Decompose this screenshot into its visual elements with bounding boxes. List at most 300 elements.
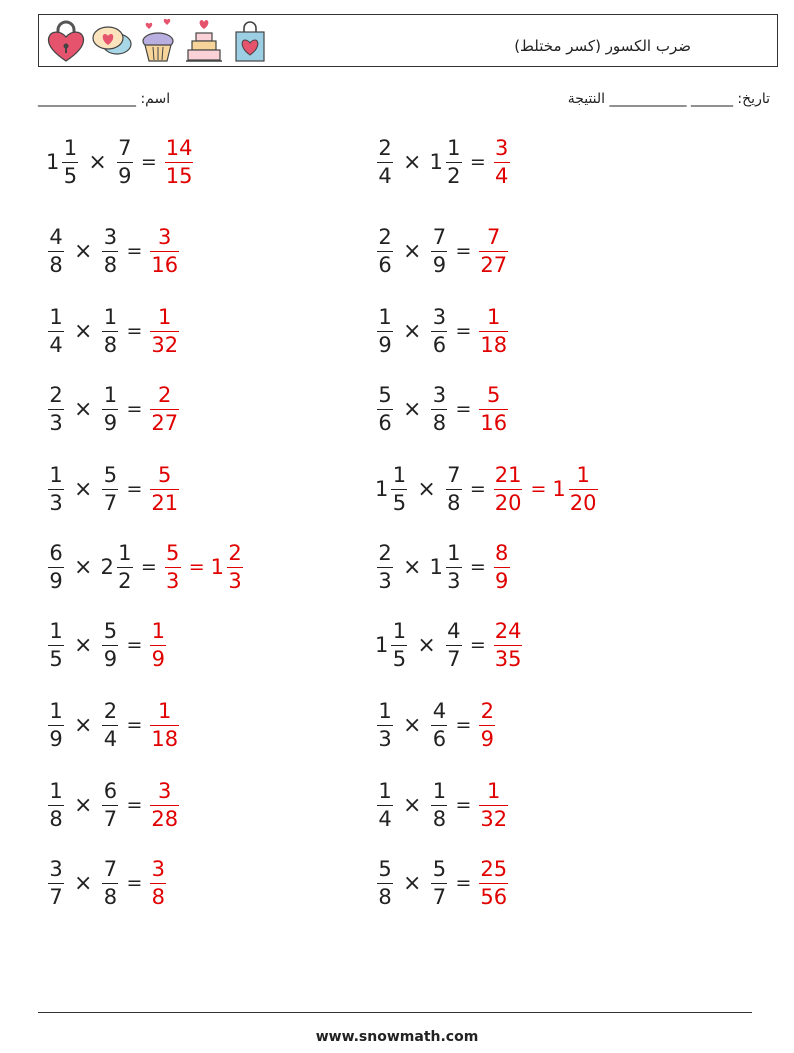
denominator: 9 [495,568,509,593]
problem-right-8 [375,690,497,760]
fraction [391,462,407,515]
operand-a [46,778,66,831]
equals-sign: = [469,478,486,500]
operand-a [46,856,66,909]
denominator: 7 [103,490,118,515]
fraction [431,304,447,357]
score-label: النتيجة [567,91,606,107]
name-blank: ______________ [38,91,136,107]
problem-left-3 [46,296,181,366]
denominator: 4 [103,726,118,751]
fraction [48,462,64,515]
fraction [48,856,64,909]
fraction [377,382,393,435]
fraction [446,135,462,188]
fraction [377,698,393,751]
problem-right-9 [375,770,510,840]
fraction [494,135,510,188]
answer [477,778,510,831]
whole-number: 1 [375,633,389,657]
denominator: 7 [103,806,118,831]
denominator: 9 [480,726,495,751]
answer-fraction [492,135,512,188]
denominator: 8 [432,410,447,435]
denominator: 3 [49,490,63,515]
fraction [150,382,179,435]
numerator: 21 [494,462,522,487]
denominator: 8 [151,884,166,909]
problem-right-6 [375,532,512,602]
denominator: 9 [378,332,392,357]
operand-a [46,304,66,357]
problem-right-4 [375,374,510,444]
fraction [48,224,64,277]
denominator: 15 [165,163,193,188]
fraction [377,540,393,593]
denominator: 6 [432,332,447,357]
numerator: 5 [432,856,447,881]
operand-b [100,382,120,435]
denominator: 8 [447,490,461,515]
fraction [569,462,598,515]
answer-fraction [492,540,512,593]
denominator: 8 [378,884,392,909]
numerator: 1 [49,698,63,723]
fraction [479,856,508,909]
fraction [150,304,179,357]
operand-b [429,540,463,593]
answer-fraction [477,224,510,277]
fraction [377,135,393,188]
fraction [48,778,64,831]
fraction [48,698,64,751]
denominator: 16 [480,410,508,435]
denominator: 9 [103,410,118,435]
operand-b [100,778,120,831]
equals-sign: = [188,556,205,578]
fraction [102,462,118,515]
name-field [38,91,170,107]
equals-sign: = [455,398,472,420]
operand-a [375,224,395,277]
denominator: 9 [103,646,118,671]
equals-sign: = [140,151,157,173]
fraction [102,618,118,671]
numerator: 1 [103,304,118,329]
denominator: 3 [378,726,392,751]
numerator: 1 [378,778,392,803]
answer-fraction [148,304,181,357]
numerator: 14 [165,135,193,160]
numerator: 2 [378,135,392,160]
equals-sign: = [469,634,486,656]
numerator: 2 [228,540,242,565]
times-sign: × [74,318,93,344]
equals-sign: = [455,872,472,894]
problem-left-10 [46,848,168,918]
operand-b [429,856,449,909]
fraction [150,698,179,751]
denominator: 9 [49,568,63,593]
equals-sign: = [455,320,472,342]
times-sign: × [74,476,93,502]
numerator: 1 [378,304,392,329]
equals-sign: = [126,320,143,342]
equals-sign: = [469,151,486,173]
times-sign: × [88,149,107,175]
footer-site: www.snowmath.com [315,1029,479,1045]
fraction [150,462,179,515]
whole-number: 2 [100,555,114,579]
numerator: 2 [378,224,392,249]
numerator: 5 [166,540,180,565]
denominator: 3 [228,568,242,593]
denominator: 2 [118,568,132,593]
times-sign: × [403,792,422,818]
answer [477,382,510,435]
numerator: 3 [158,224,172,249]
problem-right-7 [375,610,524,680]
answer-fraction [492,462,525,515]
equals-sign: = [126,794,143,816]
numerator: 5 [378,856,392,881]
numerator: 1 [392,618,407,643]
operand-b [429,778,449,831]
numerator: 1 [49,462,63,487]
numerator: 1 [447,540,461,565]
numerator: 5 [103,462,118,487]
operand-a [375,462,409,515]
problem-right-10 [375,848,510,918]
answer-mixed [552,462,599,515]
equals-sign: = [126,478,143,500]
denominator: 5 [49,646,63,671]
whole-number: 1 [375,477,389,501]
operand-a [375,540,395,593]
numerator: 4 [447,618,461,643]
operand-b [429,224,449,277]
fraction [446,462,462,515]
answer-fraction [148,698,181,751]
denominator: 8 [49,252,63,277]
name-label: اسم: [140,91,171,107]
cake-heart-icon [183,19,225,63]
denominator: 7 [432,884,447,909]
denominator: 9 [432,252,447,277]
answer [477,224,510,277]
times-sign: × [417,632,436,658]
fraction [431,382,447,435]
answer [492,618,525,671]
answer [477,304,510,357]
date-label: تاريخ: [737,91,770,107]
operand-a [46,135,80,188]
numerator: 1 [447,135,461,160]
problem-left-4 [46,374,181,444]
fraction [494,540,510,593]
numerator: 5 [103,618,118,643]
numerator: 3 [495,135,509,160]
denominator: 3 [447,568,461,593]
answer-fraction [477,304,510,357]
fraction [479,382,508,435]
times-sign: × [403,238,422,264]
fraction [150,224,179,277]
answer-mixed [210,540,245,593]
fraction [377,778,393,831]
denominator: 4 [378,806,392,831]
fraction [431,856,447,909]
fraction [102,224,118,277]
fraction [102,698,118,751]
numerator: 1 [487,778,501,803]
footer-divider [38,1012,752,1013]
fraction [431,698,447,751]
operand-a [46,382,66,435]
problem-left-6 [46,532,245,602]
fraction [377,856,393,909]
answer [148,224,181,277]
equals-sign: = [126,872,143,894]
chat-bubbles-heart-icon [91,19,133,63]
fraction [165,135,194,188]
answer [148,462,181,515]
numerator: 4 [432,698,447,723]
times-sign: × [74,238,93,264]
whole-number: 1 [552,477,566,501]
operand-a [375,135,395,188]
numerator: 1 [151,618,166,643]
equals-sign: = [455,794,472,816]
denominator: 56 [480,884,508,909]
cupcake-hearts-icon [137,19,179,63]
fraction [150,856,166,909]
answer-fraction [163,540,183,593]
equals-sign: = [126,240,143,262]
fraction [446,618,462,671]
answer-fraction [477,382,510,435]
answer-fraction [477,856,510,909]
fraction [479,304,508,357]
denominator: 4 [495,163,509,188]
numerator: 7 [118,135,132,160]
numerator: 1 [49,618,63,643]
answer-fraction [148,856,168,909]
operand-a [46,698,66,751]
numerator: 2 [158,382,172,407]
times-sign: × [74,870,93,896]
denominator: 9 [49,726,63,751]
denominator: 7 [49,884,63,909]
problem-right-5 [375,454,600,524]
denominator: 20 [494,490,522,515]
answer [163,540,245,593]
times-sign: × [74,554,93,580]
operand-b [100,304,120,357]
denominator: 9 [118,163,132,188]
problem-left-7 [46,610,168,680]
fraction [227,540,243,593]
denominator: 8 [103,252,118,277]
times-sign: × [74,712,93,738]
numerator: 2 [378,540,392,565]
fraction [48,540,64,593]
whole-number: 1 [46,150,60,174]
numerator: 2 [103,698,118,723]
fraction [494,462,523,515]
answer-fraction [148,618,168,671]
answer [492,540,512,593]
operand-a [46,224,66,277]
denominator: 9 [151,646,166,671]
numerator: 1 [49,778,63,803]
denominator: 21 [151,490,179,515]
equals-sign: = [469,556,486,578]
denominator: 32 [151,332,179,357]
fraction [494,618,523,671]
fraction [165,540,181,593]
operand-b [100,618,120,671]
operand-b [429,135,463,188]
answer [477,856,510,909]
numerator: 7 [103,856,118,881]
denominator: 3 [378,568,392,593]
problem-right-3 [375,296,510,366]
denominator: 2 [447,163,461,188]
date-score-field [568,91,770,107]
numerator: 3 [432,304,447,329]
equals-sign: = [455,240,472,262]
operand-b [429,304,449,357]
numerator: 1 [487,304,501,329]
answer [477,698,497,751]
fraction [431,224,447,277]
denominator: 18 [151,726,179,751]
denominator: 4 [49,332,63,357]
numerator: 3 [158,778,172,803]
answer [148,304,181,357]
fraction [102,382,118,435]
numerator: 1 [576,462,590,487]
answer [148,778,181,831]
numerator: 3 [49,856,63,881]
operand-a [46,540,66,593]
fraction [102,856,118,909]
denominator: 3 [49,410,63,435]
operand-b [115,135,135,188]
answer-fraction [148,778,181,831]
numerator: 5 [487,382,501,407]
numerator: 24 [494,618,522,643]
denominator: 18 [480,332,508,357]
numerator: 1 [158,698,172,723]
denominator: 8 [103,884,118,909]
numerator: 5 [378,382,392,407]
equals-sign: = [455,714,472,736]
whole-number: 1 [429,555,443,579]
numerator: 3 [432,382,447,407]
denominator: 20 [569,490,597,515]
fraction [446,540,462,593]
page-title: ضرب الكسور (كسر مختلط) [514,37,691,55]
operand-a [375,304,395,357]
fraction [102,304,118,357]
denominator: 5 [63,163,78,188]
operand-b [100,540,134,593]
operand-b [429,698,449,751]
score-blank: ___________ [609,91,687,107]
operand-b [100,698,120,751]
fraction [150,778,179,831]
fraction [117,135,133,188]
equals-sign: = [126,714,143,736]
operand-b [444,618,464,671]
answer-fraction [477,778,510,831]
operand-b [100,462,120,515]
numerator: 1 [432,778,447,803]
denominator: 27 [151,410,179,435]
numerator: 25 [480,856,508,881]
denominator: 4 [378,163,392,188]
operand-a [46,618,66,671]
times-sign: × [74,396,93,422]
operand-b [100,224,120,277]
whole-number: 1 [210,555,225,579]
numerator: 1 [392,462,407,487]
times-sign: × [403,318,422,344]
denominator: 3 [166,568,180,593]
numerator: 1 [63,135,78,160]
equals-sign: = [530,478,547,500]
numerator: 7 [447,462,461,487]
operand-b [100,856,120,909]
numerator: 6 [49,540,63,565]
denominator: 7 [447,646,461,671]
fraction [377,304,393,357]
numerator: 5 [158,462,172,487]
answer [148,698,181,751]
fraction [48,304,64,357]
denominator: 5 [392,646,407,671]
numerator: 2 [480,698,495,723]
denominator: 5 [392,490,407,515]
times-sign: × [403,554,422,580]
date-blank: ______ [690,91,733,107]
fraction [150,618,166,671]
denominator: 8 [432,806,447,831]
operand-a [375,698,395,751]
denominator: 16 [151,252,179,277]
problem-left-8 [46,690,181,760]
numerator: 1 [378,698,392,723]
answer-fraction [148,462,181,515]
denominator: 6 [378,252,392,277]
problem-left-2 [46,216,181,286]
times-sign: × [403,396,422,422]
operand-b [444,462,464,515]
times-sign: × [417,476,436,502]
numerator: 1 [118,540,132,565]
answer [148,382,181,435]
shopping-bag-heart-icon [229,19,271,63]
numerator: 3 [151,856,166,881]
operand-b [429,382,449,435]
times-sign: × [403,870,422,896]
problem-right-1 [375,127,512,197]
times-sign: × [74,792,93,818]
fraction [62,135,78,188]
header-box [38,14,778,67]
